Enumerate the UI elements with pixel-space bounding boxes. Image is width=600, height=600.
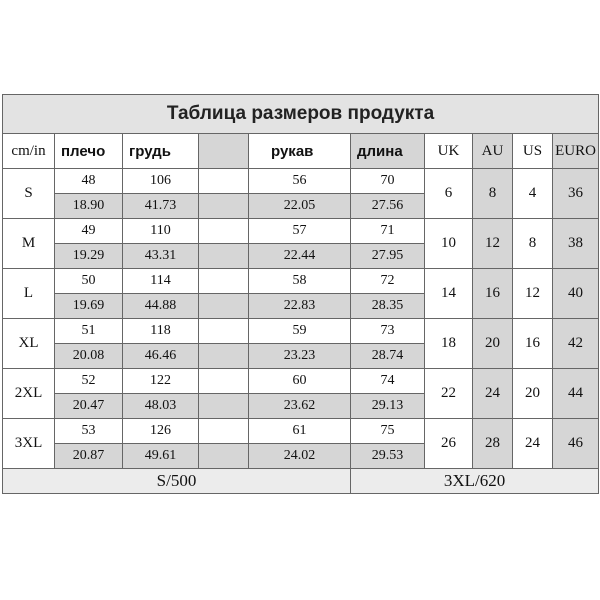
- us-size: 12: [513, 269, 553, 319]
- shoulder-in: 19.29: [55, 244, 123, 269]
- shoulder-in: 20.08: [55, 344, 123, 369]
- length-in: 27.95: [351, 244, 425, 269]
- size-label: 2XL: [3, 369, 55, 419]
- shoulder-cm: 49: [55, 219, 123, 244]
- chest-cm: 106: [123, 169, 199, 194]
- chest-in: 43.31: [123, 244, 199, 269]
- sleeve-in: 22.05: [249, 194, 351, 219]
- footer-right: 3XL/620: [351, 469, 599, 494]
- length-in: 28.74: [351, 344, 425, 369]
- us-size: 4: [513, 169, 553, 219]
- chart-title: Таблица размеров продукта: [3, 95, 599, 134]
- size-label: XL: [3, 319, 55, 369]
- chest-in: 49.61: [123, 444, 199, 469]
- chest-in: 48.03: [123, 394, 199, 419]
- size-label: 3XL: [3, 419, 55, 469]
- chest-in: 41.73: [123, 194, 199, 219]
- uk-size: 22: [425, 369, 473, 419]
- length-cm: 74: [351, 369, 425, 394]
- shoulder-in: 20.87: [55, 444, 123, 469]
- au-size: 12: [473, 219, 513, 269]
- size-row-cm: [3, 319, 599, 344]
- sleeve-cm: 61: [249, 419, 351, 444]
- au-size: 28: [473, 419, 513, 469]
- length-in: 27.56: [351, 194, 425, 219]
- header-shoulder: плечо: [55, 134, 123, 169]
- au-size: 8: [473, 169, 513, 219]
- euro-size: 38: [553, 219, 599, 269]
- chest-cm: 126: [123, 419, 199, 444]
- shoulder-cm: 53: [55, 419, 123, 444]
- length-in: 29.13: [351, 394, 425, 419]
- sleeve-in: 22.83: [249, 294, 351, 319]
- shoulder-in: 20.47: [55, 394, 123, 419]
- us-size: 20: [513, 369, 553, 419]
- size-row-cm: [3, 169, 599, 194]
- header-euro: EURO: [553, 134, 599, 169]
- length-cm: 75: [351, 419, 425, 444]
- sleeve-in: 24.02: [249, 444, 351, 469]
- au-size: 20: [473, 319, 513, 369]
- euro-size: 36: [553, 169, 599, 219]
- uk-size: 6: [425, 169, 473, 219]
- blank-cell: [199, 194, 249, 219]
- length-cm: 70: [351, 169, 425, 194]
- header-row: [3, 134, 599, 169]
- au-size: 16: [473, 269, 513, 319]
- chest-cm: 118: [123, 319, 199, 344]
- chest-cm: 122: [123, 369, 199, 394]
- us-size: 24: [513, 419, 553, 469]
- blank-cell: [199, 344, 249, 369]
- header-chest: грудь: [123, 134, 199, 169]
- length-cm: 72: [351, 269, 425, 294]
- footer-left: S/500: [3, 469, 351, 494]
- length-cm: 73: [351, 319, 425, 344]
- header-sleeve: рукав: [249, 134, 351, 169]
- euro-size: 44: [553, 369, 599, 419]
- euro-size: 46: [553, 419, 599, 469]
- shoulder-in: 18.90: [55, 194, 123, 219]
- sleeve-cm: 56: [249, 169, 351, 194]
- shoulder-cm: 48: [55, 169, 123, 194]
- size-row-cm: [3, 419, 599, 444]
- blank-cell: [199, 169, 249, 194]
- sleeve-in: 23.23: [249, 344, 351, 369]
- sleeve-in: 23.62: [249, 394, 351, 419]
- size-row-cm: [3, 219, 599, 244]
- shoulder-cm: 50: [55, 269, 123, 294]
- chest-cm: 114: [123, 269, 199, 294]
- header-blank: [199, 134, 249, 169]
- euro-size: 42: [553, 319, 599, 369]
- blank-cell: [199, 319, 249, 344]
- sleeve-cm: 60: [249, 369, 351, 394]
- blank-cell: [199, 419, 249, 444]
- shoulder-in: 19.69: [55, 294, 123, 319]
- au-size: 24: [473, 369, 513, 419]
- uk-size: 26: [425, 419, 473, 469]
- header-uk: UK: [425, 134, 473, 169]
- size-label: L: [3, 269, 55, 319]
- blank-cell: [199, 369, 249, 394]
- header-unit: cm/in: [3, 134, 55, 169]
- size-label: S: [3, 169, 55, 219]
- chest-in: 44.88: [123, 294, 199, 319]
- size-row-cm: [3, 269, 599, 294]
- blank-cell: [199, 269, 249, 294]
- euro-size: 40: [553, 269, 599, 319]
- footer-row: [3, 469, 599, 494]
- length-in: 29.53: [351, 444, 425, 469]
- sleeve-cm: 57: [249, 219, 351, 244]
- size-table: [2, 94, 599, 494]
- blank-cell: [199, 219, 249, 244]
- length-in: 28.35: [351, 294, 425, 319]
- header-length: длина: [351, 134, 425, 169]
- size-row-cm: [3, 369, 599, 394]
- sleeve-cm: 59: [249, 319, 351, 344]
- shoulder-cm: 51: [55, 319, 123, 344]
- blank-cell: [199, 294, 249, 319]
- uk-size: 10: [425, 219, 473, 269]
- chest-in: 46.46: [123, 344, 199, 369]
- blank-cell: [199, 394, 249, 419]
- us-size: 8: [513, 219, 553, 269]
- header-us: US: [513, 134, 553, 169]
- chest-cm: 110: [123, 219, 199, 244]
- shoulder-cm: 52: [55, 369, 123, 394]
- sleeve-in: 22.44: [249, 244, 351, 269]
- size-chart: [0, 94, 600, 508]
- length-cm: 71: [351, 219, 425, 244]
- uk-size: 14: [425, 269, 473, 319]
- sleeve-cm: 58: [249, 269, 351, 294]
- header-au: AU: [473, 134, 513, 169]
- blank-cell: [199, 444, 249, 469]
- us-size: 16: [513, 319, 553, 369]
- size-label: M: [3, 219, 55, 269]
- blank-cell: [199, 244, 249, 269]
- uk-size: 18: [425, 319, 473, 369]
